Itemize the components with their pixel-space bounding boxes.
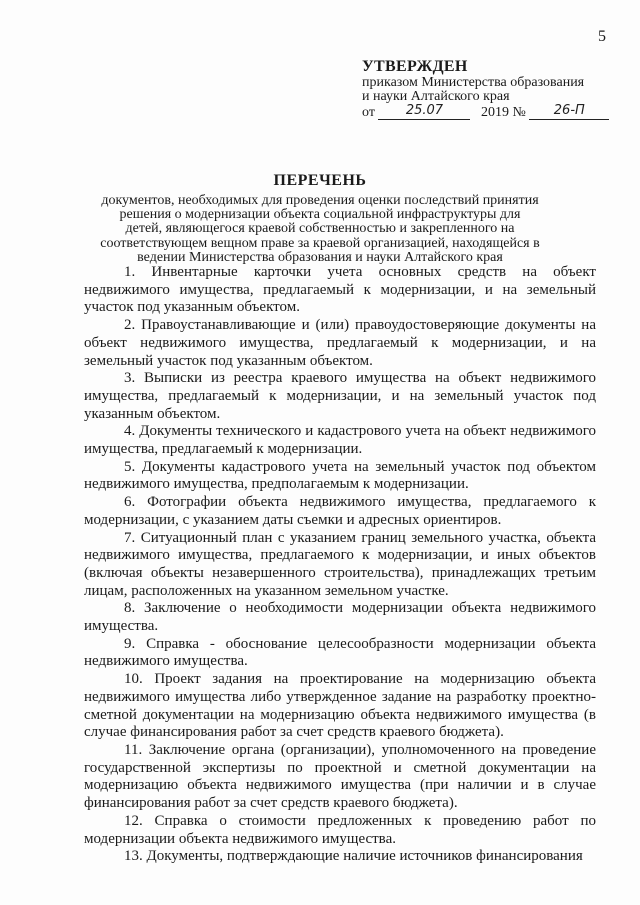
year-label: 2019 №	[480, 105, 526, 120]
list-item: 8. Заключение о необходимости модернизации объекта недвижимого имущества.	[84, 600, 596, 635]
approval-heading: УТВЕРЖДЕН	[362, 58, 468, 75]
list-item: 1. Инвентарные карточки учета основных средств на объект недвижимого имущества, предлагаемый к модернизации, и на земельный участок под указанным объектом.	[84, 264, 596, 316]
handwritten-number: 26-П	[529, 104, 609, 120]
page-number: 5	[598, 28, 606, 45]
list-item: 4. Документы технического и кадастрового учета на объект недвижимого имущества, предлагаемый к модернизации.	[84, 423, 596, 458]
approval-date-line	[362, 104, 622, 120]
handwritten-date: 25.07	[378, 104, 470, 120]
approval-line-2: и науки Алтайского края	[362, 89, 510, 104]
document-title-block	[100, 172, 540, 265]
approval-stamp	[362, 60, 622, 120]
list-item: 9. Справка - обоснование целесообразности модернизации объекта недвижимого имущества.	[84, 635, 596, 670]
list-item: 6. Фотографии объекта недвижимого имущества, предлагаемого к модернизации, с указанием даты съемки и адресных ориентиров.	[84, 494, 596, 528]
approval-line-1: приказом Министерства образования	[362, 75, 585, 90]
list-item: 3. Выписки из реестра краевого имущества на объект недвижимого имущества, предлагаемый к модернизации, и на земельный участок под указанным объектом.	[84, 370, 596, 422]
list-item: 11. Заключение органа (организации), уполномоченного на проведение государственной экспертизы по проектной и сметной документации на модернизацию объекта недвижимого имущества (при наличии и в случае финансирования работ за счет средств краевого бюджета).	[84, 741, 596, 812]
document-title: ПЕРЕЧЕНЬ	[273, 172, 367, 189]
list-item: 10. Проект задания на проектирование на модернизацию объекта недвижимого имущества либо утвержденное задание на разработку проектно-сметной документации на модернизацию объекта недвижимого имущества (в случае финансирования работ за счет средств краевого бюджета).	[84, 671, 596, 741]
list-item: 2. Правоустанавливающие и (или) правоудостоверяющие документы на объект недвижимого имущества, предлагаемый к модернизации, и на земельный участок под указанным объектом.	[84, 317, 596, 369]
date-prefix: от	[362, 105, 375, 120]
list-item: 12. Справка о стоимости предложенных к проведению работ по модернизации объекта недвижимого имущества.	[84, 812, 596, 847]
requirements-list	[84, 264, 596, 866]
document-subtitle: документов, необходимых для проведения оценки последствий принятия решения о модернизации объекта социальной инфраструктуры для детей, являющегося краевой собственностью и закрепленного на соответствующем вещном праве за краевой организацией, находящейся в ведении Министерства образования и науки Алтайского края	[100, 193, 540, 265]
list-item: 13. Документы, подтверждающие наличие источников финансирования	[124, 848, 583, 865]
list-item: 7. Ситуационный план с указанием границ земельного участка, объекта недвижимого имущества, предлагаемого к модернизации, и иных объектов (включая объекты незавершенного строительства), принадлежащих третьим лицам, расположенных на указанном земельном участке.	[84, 529, 596, 599]
list-item: 5. Документы кадастрового учета на земельный участок под объектом недвижимого имущества, предполагаемым к модернизации.	[84, 458, 596, 493]
